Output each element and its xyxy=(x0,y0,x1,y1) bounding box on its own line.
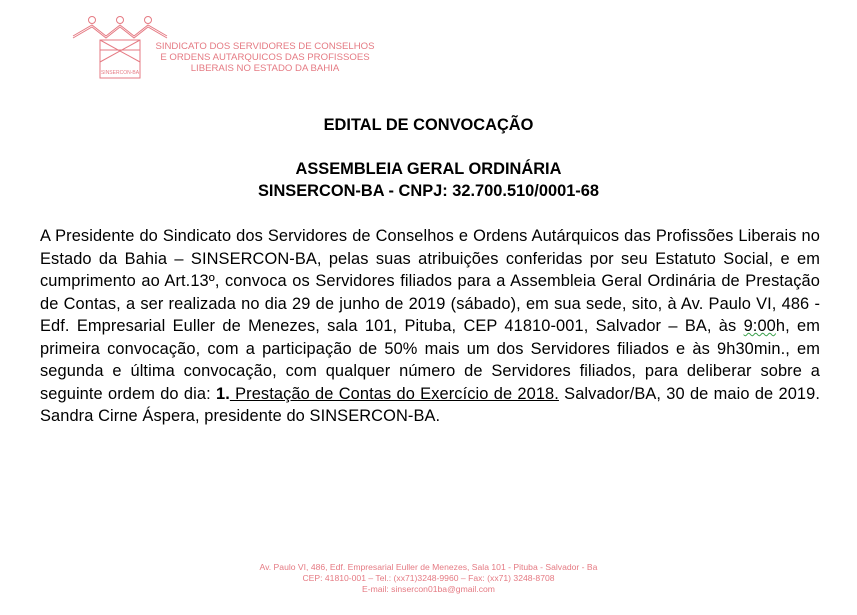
footer-email: E-mail: sinsercon01ba@gmail.com xyxy=(362,584,495,594)
agenda-item-number: 1. xyxy=(215,384,230,403)
org-line-1: SINDICATO DOS SERVIDORES DE CONSELHOS xyxy=(155,41,375,52)
body-closing: Salvador/BA, 30 de maio de 2019. Sandra Cirne Áspera, presidente do SINSERCON-BA. xyxy=(40,384,821,425)
body-part-1: A Presidente do Sindicato dos Servidores de Conselhos e Ordens Autárquicos das Profissões Liberais no Estado da Bahia – SINSERCON-BA, pelas suas atribuições conferidas por seu Estatuto Social, e em cumprimento ao Art.13º, convoca os Servidores filiados para a Assembleia Geral Ordinária de Prestação de Contas, a ser realizada no dia 29 de junho de 2019 (sábado), em sua sede, sito, à Av. Paulo VI, 486 - Edf. Empresarial Euller de Menezes, sala 101, Pituba, CEP 41810-001, Salvador – BA, às xyxy=(40,227,820,335)
meeting-time: 9:00 xyxy=(743,317,776,335)
organization-name xyxy=(120,41,410,74)
org-line-2: E ORDENS AUTARQUICOS DAS PROFISSOES xyxy=(160,52,370,63)
convocation-body xyxy=(40,225,820,428)
document-title: EDITAL DE CONVOCAÇÃO xyxy=(323,116,534,134)
footer xyxy=(0,562,857,595)
body-part-2: h, em primeira convocação, com a participação de 50% mais um dos Servidores filiados e às 9h30min., em segunda e última convocação, com qualquer número de Servidores filiados, para deliberar sobre a seguinte ordem do dia: xyxy=(40,317,820,403)
document-cnpj-line: SINSERCON-BA - CNPJ: 32.700.510/0001-68 xyxy=(257,182,599,200)
document-subtitle: ASSEMBLEIA GERAL ORDINÁRIA xyxy=(295,160,562,178)
org-line-3: LIBERAIS NO ESTADO DA BAHIA xyxy=(190,63,340,74)
footer-contact: CEP: 41810-001 – Tel.: (xx71)3248-9960 – Fax: (xx71) 3248-8708 xyxy=(302,573,555,583)
logo-label: SINSERCON-BA xyxy=(100,70,140,76)
agenda-item-text: Prestação de Contas do Exercício de 2018. xyxy=(229,384,559,403)
footer-address: Av. Paulo VI, 486, Edf. Empresarial Euller de Menezes, Sala 101 - Pituba - Salvador - Ba xyxy=(259,562,598,572)
